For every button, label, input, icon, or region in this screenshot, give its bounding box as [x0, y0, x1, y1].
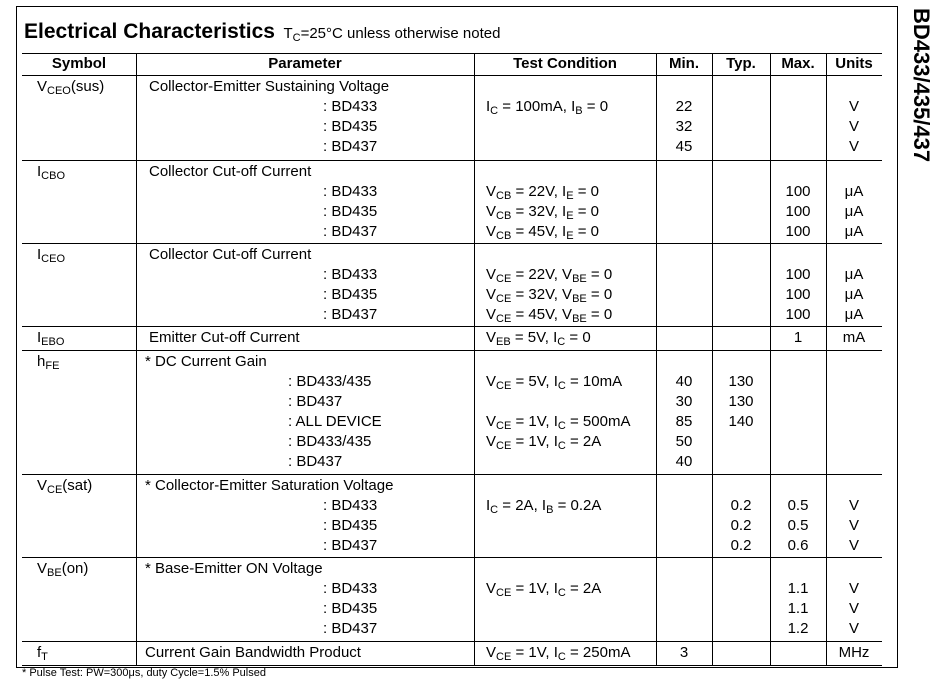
- parameter-name: Collector Cut-off Current: [149, 246, 312, 263]
- test-condition: $I_C = 2A$, $I_B = 0.2A$: [486, 496, 602, 516]
- min-value: 30: [675, 392, 693, 410]
- device-label: : BD433/435: [288, 372, 372, 390]
- unit-value: μA: [844, 285, 864, 303]
- test-condition: $V_{CE} = 5V$, $I_C = 10mA$: [486, 372, 623, 392]
- symbol-cell: $I_{EBO}$: [37, 329, 65, 348]
- test-condition: $I_C = 100mA$, $I_B = 0$: [486, 97, 609, 117]
- row-divider: [22, 326, 882, 327]
- device-label: : BD437: [323, 222, 378, 240]
- header-test-condition: Test Condition: [513, 55, 617, 72]
- min-value: 40: [675, 452, 693, 470]
- row-divider: [22, 160, 882, 161]
- row-divider: [22, 350, 882, 351]
- device-label: : BD437: [323, 305, 378, 323]
- typ-value: 0.2: [730, 516, 752, 534]
- typ-value: 0.2: [730, 536, 752, 554]
- max-value: 0.6: [787, 536, 809, 554]
- footnote: * Pulse Test: PW=300μs, duty Cycle=1.5% Pulsed: [22, 667, 266, 679]
- test-condition: $V_{EB} = 5V$, $I_C = 0$: [486, 329, 591, 348]
- header-units: Units: [835, 55, 873, 72]
- row-divider: [22, 665, 882, 666]
- row-divider: [22, 75, 882, 76]
- row-divider: [22, 243, 882, 244]
- device-label: : BD437: [323, 619, 378, 637]
- max-value: 100: [785, 265, 811, 283]
- device-label: : BD433: [323, 496, 378, 514]
- device-label: : BD433/435: [288, 432, 372, 450]
- max-value: 1.1: [787, 599, 809, 617]
- max-value: 100: [785, 305, 811, 323]
- device-label: : BD435: [323, 516, 378, 534]
- min-value: 45: [675, 137, 693, 155]
- header-min: Min.: [669, 55, 699, 72]
- device-label: : BD437: [288, 452, 343, 470]
- min-value: 22: [675, 97, 693, 115]
- row-divider: [22, 641, 882, 642]
- max-value: 100: [785, 285, 811, 303]
- min-value: 3: [679, 644, 689, 661]
- min-value: 40: [675, 372, 693, 390]
- test-condition: $V_{CE} = 32V$, $V_{BE} = 0$: [486, 285, 613, 305]
- device-label: : BD435: [323, 117, 378, 135]
- test-condition: $V_{CE} = 1V$, $I_C = 2A$: [486, 432, 602, 452]
- symbol-cell: $I_{CEO}$: [37, 246, 66, 265]
- parameter-name: Emitter Cut-off Current: [149, 329, 300, 346]
- unit-value: μA: [844, 305, 864, 323]
- typ-value: 0.2: [730, 496, 752, 514]
- test-condition: $V_{CE} = 1V$, $I_C = 2A$: [486, 579, 602, 599]
- device-label: : BD433: [323, 97, 378, 115]
- unit-value: MHz: [838, 644, 870, 661]
- max-value: 0.5: [787, 496, 809, 514]
- device-label: : BD437: [323, 137, 378, 155]
- unit-value: μA: [844, 222, 864, 240]
- unit-value: V: [848, 137, 859, 155]
- unit-value: V: [848, 97, 859, 115]
- device-label: : BD435: [323, 202, 378, 220]
- unit-value: V: [848, 619, 859, 637]
- device-label: : BD437: [288, 392, 343, 410]
- header-max: Max.: [781, 55, 815, 72]
- symbol-cell: $V_{BE}(on)$: [37, 560, 89, 579]
- max-value: 1: [793, 329, 803, 346]
- device-label: : BD433: [323, 579, 378, 597]
- device-label: : BD435: [323, 599, 378, 617]
- section-title: [24, 20, 500, 44]
- test-condition: $V_{CB} = 32V$, $I_E = 0$: [486, 202, 599, 222]
- unit-value: V: [848, 536, 859, 554]
- max-value: 100: [785, 202, 811, 220]
- max-value: 1.1: [787, 579, 809, 597]
- max-value: 100: [785, 222, 811, 240]
- parameter-name: * DC Current Gain: [145, 353, 267, 370]
- test-condition: $V_{CB} = 22V$, $I_E = 0$: [486, 182, 599, 202]
- typ-value: 130: [728, 372, 754, 390]
- row-divider: [22, 474, 882, 475]
- unit-value: V: [848, 516, 859, 534]
- max-value: 100: [785, 182, 811, 200]
- title-condition: $T_C=25^\circ C$ unless otherwise noted: [283, 25, 501, 44]
- unit-value: mA: [842, 329, 866, 346]
- side-title: BD433/435/437: [909, 8, 934, 163]
- header-parameter: Parameter: [268, 55, 342, 72]
- device-label: : ALL DEVICE: [288, 412, 382, 430]
- parameter-name: * Base-Emitter ON Voltage: [145, 560, 323, 577]
- min-value: 85: [675, 412, 693, 430]
- unit-value: V: [848, 496, 859, 514]
- max-value: 1.2: [787, 619, 809, 637]
- column-divider: [712, 53, 713, 665]
- column-divider: [770, 53, 771, 665]
- max-value: 0.5: [787, 516, 809, 534]
- typ-value: 140: [728, 412, 754, 430]
- typ-value: 130: [728, 392, 754, 410]
- parameter-name: Current Gain Bandwidth Product: [145, 644, 361, 661]
- header-typ: Typ.: [726, 55, 756, 72]
- symbol-cell: $h_{FE}$: [37, 353, 60, 372]
- column-divider: [474, 53, 475, 665]
- test-condition: $V_{CE} = 1V$, $I_C = 250mA$: [486, 644, 631, 663]
- device-label: : BD435: [323, 285, 378, 303]
- unit-value: V: [848, 599, 859, 617]
- title-text: Electrical Characteristics: [24, 20, 275, 43]
- parameter-name: Collector Cut-off Current: [149, 163, 312, 180]
- unit-value: V: [848, 117, 859, 135]
- symbol-cell: $V_{CE}(sat)$: [37, 477, 93, 496]
- device-label: : BD437: [323, 536, 378, 554]
- unit-value: V: [848, 579, 859, 597]
- symbol-cell: $f_T$: [37, 644, 48, 663]
- test-condition: $V_{CE} = 22V$, $V_{BE} = 0$: [486, 265, 613, 285]
- test-condition: $V_{CE} = 45V$, $V_{BE} = 0$: [486, 305, 613, 325]
- row-divider: [22, 557, 882, 558]
- column-divider: [136, 53, 137, 665]
- symbol-cell: $I_{CBO}$: [37, 163, 66, 182]
- device-label: : BD433: [323, 265, 378, 283]
- header-symbol: Symbol: [51, 55, 107, 72]
- test-condition: $V_{CB} = 45V$, $I_E = 0$: [486, 222, 599, 242]
- unit-value: μA: [844, 202, 864, 220]
- parameter-name: * Collector-Emitter Saturation Voltage: [145, 477, 394, 494]
- symbol-cell: $V_{CEO}(sus)$: [37, 78, 105, 97]
- unit-value: μA: [844, 265, 864, 283]
- min-value: 32: [675, 117, 693, 135]
- parameter-name: Collector-Emitter Sustaining Voltage: [149, 78, 390, 95]
- device-label: : BD433: [323, 182, 378, 200]
- min-value: 50: [675, 432, 693, 450]
- test-condition: $V_{CE} = 1V$, $I_C = 500mA$: [486, 412, 631, 432]
- unit-value: μA: [844, 182, 864, 200]
